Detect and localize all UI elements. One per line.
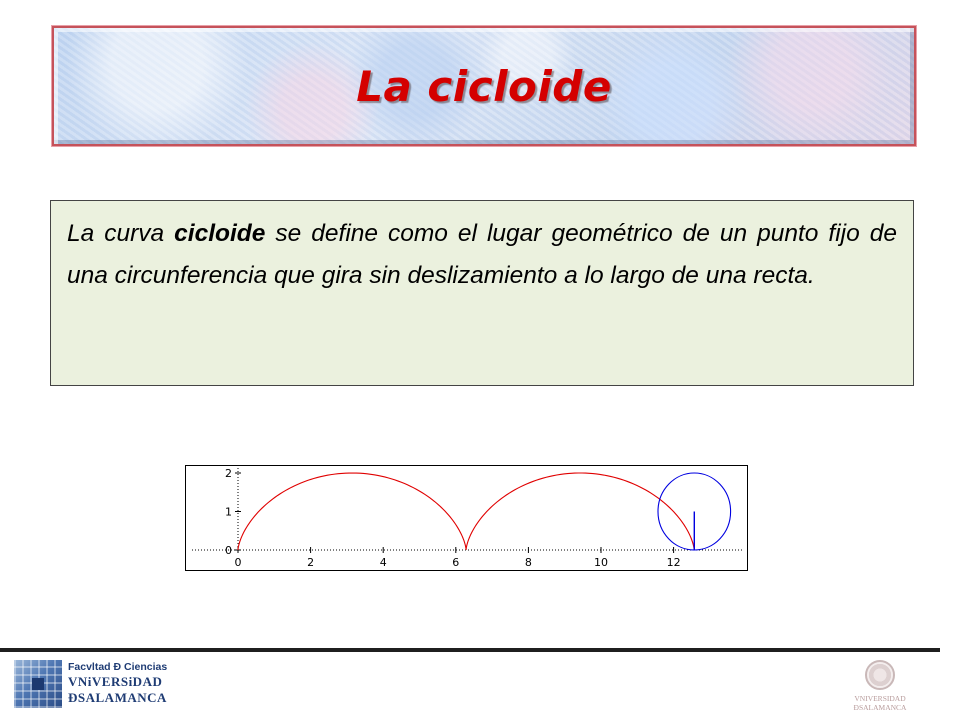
- cycloid-plot: [185, 465, 748, 571]
- y-tick-label: 2: [225, 467, 232, 480]
- x-tick-label: 6: [452, 556, 460, 569]
- x-tick-label: 12: [666, 556, 681, 569]
- mosaic-logo-icon: [14, 660, 62, 708]
- slide-title: La cicloide: [356, 61, 612, 111]
- definition-term: cicloide: [174, 220, 266, 247]
- definition-intro: La curva: [67, 220, 175, 247]
- title-banner: [52, 26, 916, 146]
- university-name-line2: ÐSALAMANCA: [68, 690, 167, 705]
- definition-text: [67, 213, 897, 297]
- cycloid-curve: [238, 473, 694, 550]
- x-tick-label: 10: [594, 556, 608, 569]
- y-tick-label: 0: [225, 544, 232, 557]
- faculty-logo: [14, 660, 184, 712]
- cycloid-plot-svg: [186, 466, 747, 570]
- seal-icon: [865, 660, 895, 690]
- seal-text-line1: VNIVERSIDAD: [854, 694, 906, 703]
- definition-box: [50, 200, 914, 386]
- x-tick-label: 4: [379, 556, 387, 569]
- faculty-name: Facvltad Ð Ciencias: [68, 661, 168, 673]
- university-seal: [840, 660, 920, 718]
- university-name-line1: VNiVERSiDAD: [68, 674, 163, 689]
- x-tick-label: 2: [307, 556, 315, 569]
- definition-rest: se define como el lugar geométrico de un punto fijo de una circunferencia que gira sin deslizamiento a lo largo de una recta.: [67, 220, 897, 289]
- x-tick-label: 0: [234, 556, 242, 569]
- footer-divider: [0, 648, 940, 652]
- seal-text-line2: ÐSALAMANCA: [853, 703, 907, 712]
- x-tick-label: 8: [524, 556, 532, 569]
- y-tick-label: 1: [225, 505, 232, 519]
